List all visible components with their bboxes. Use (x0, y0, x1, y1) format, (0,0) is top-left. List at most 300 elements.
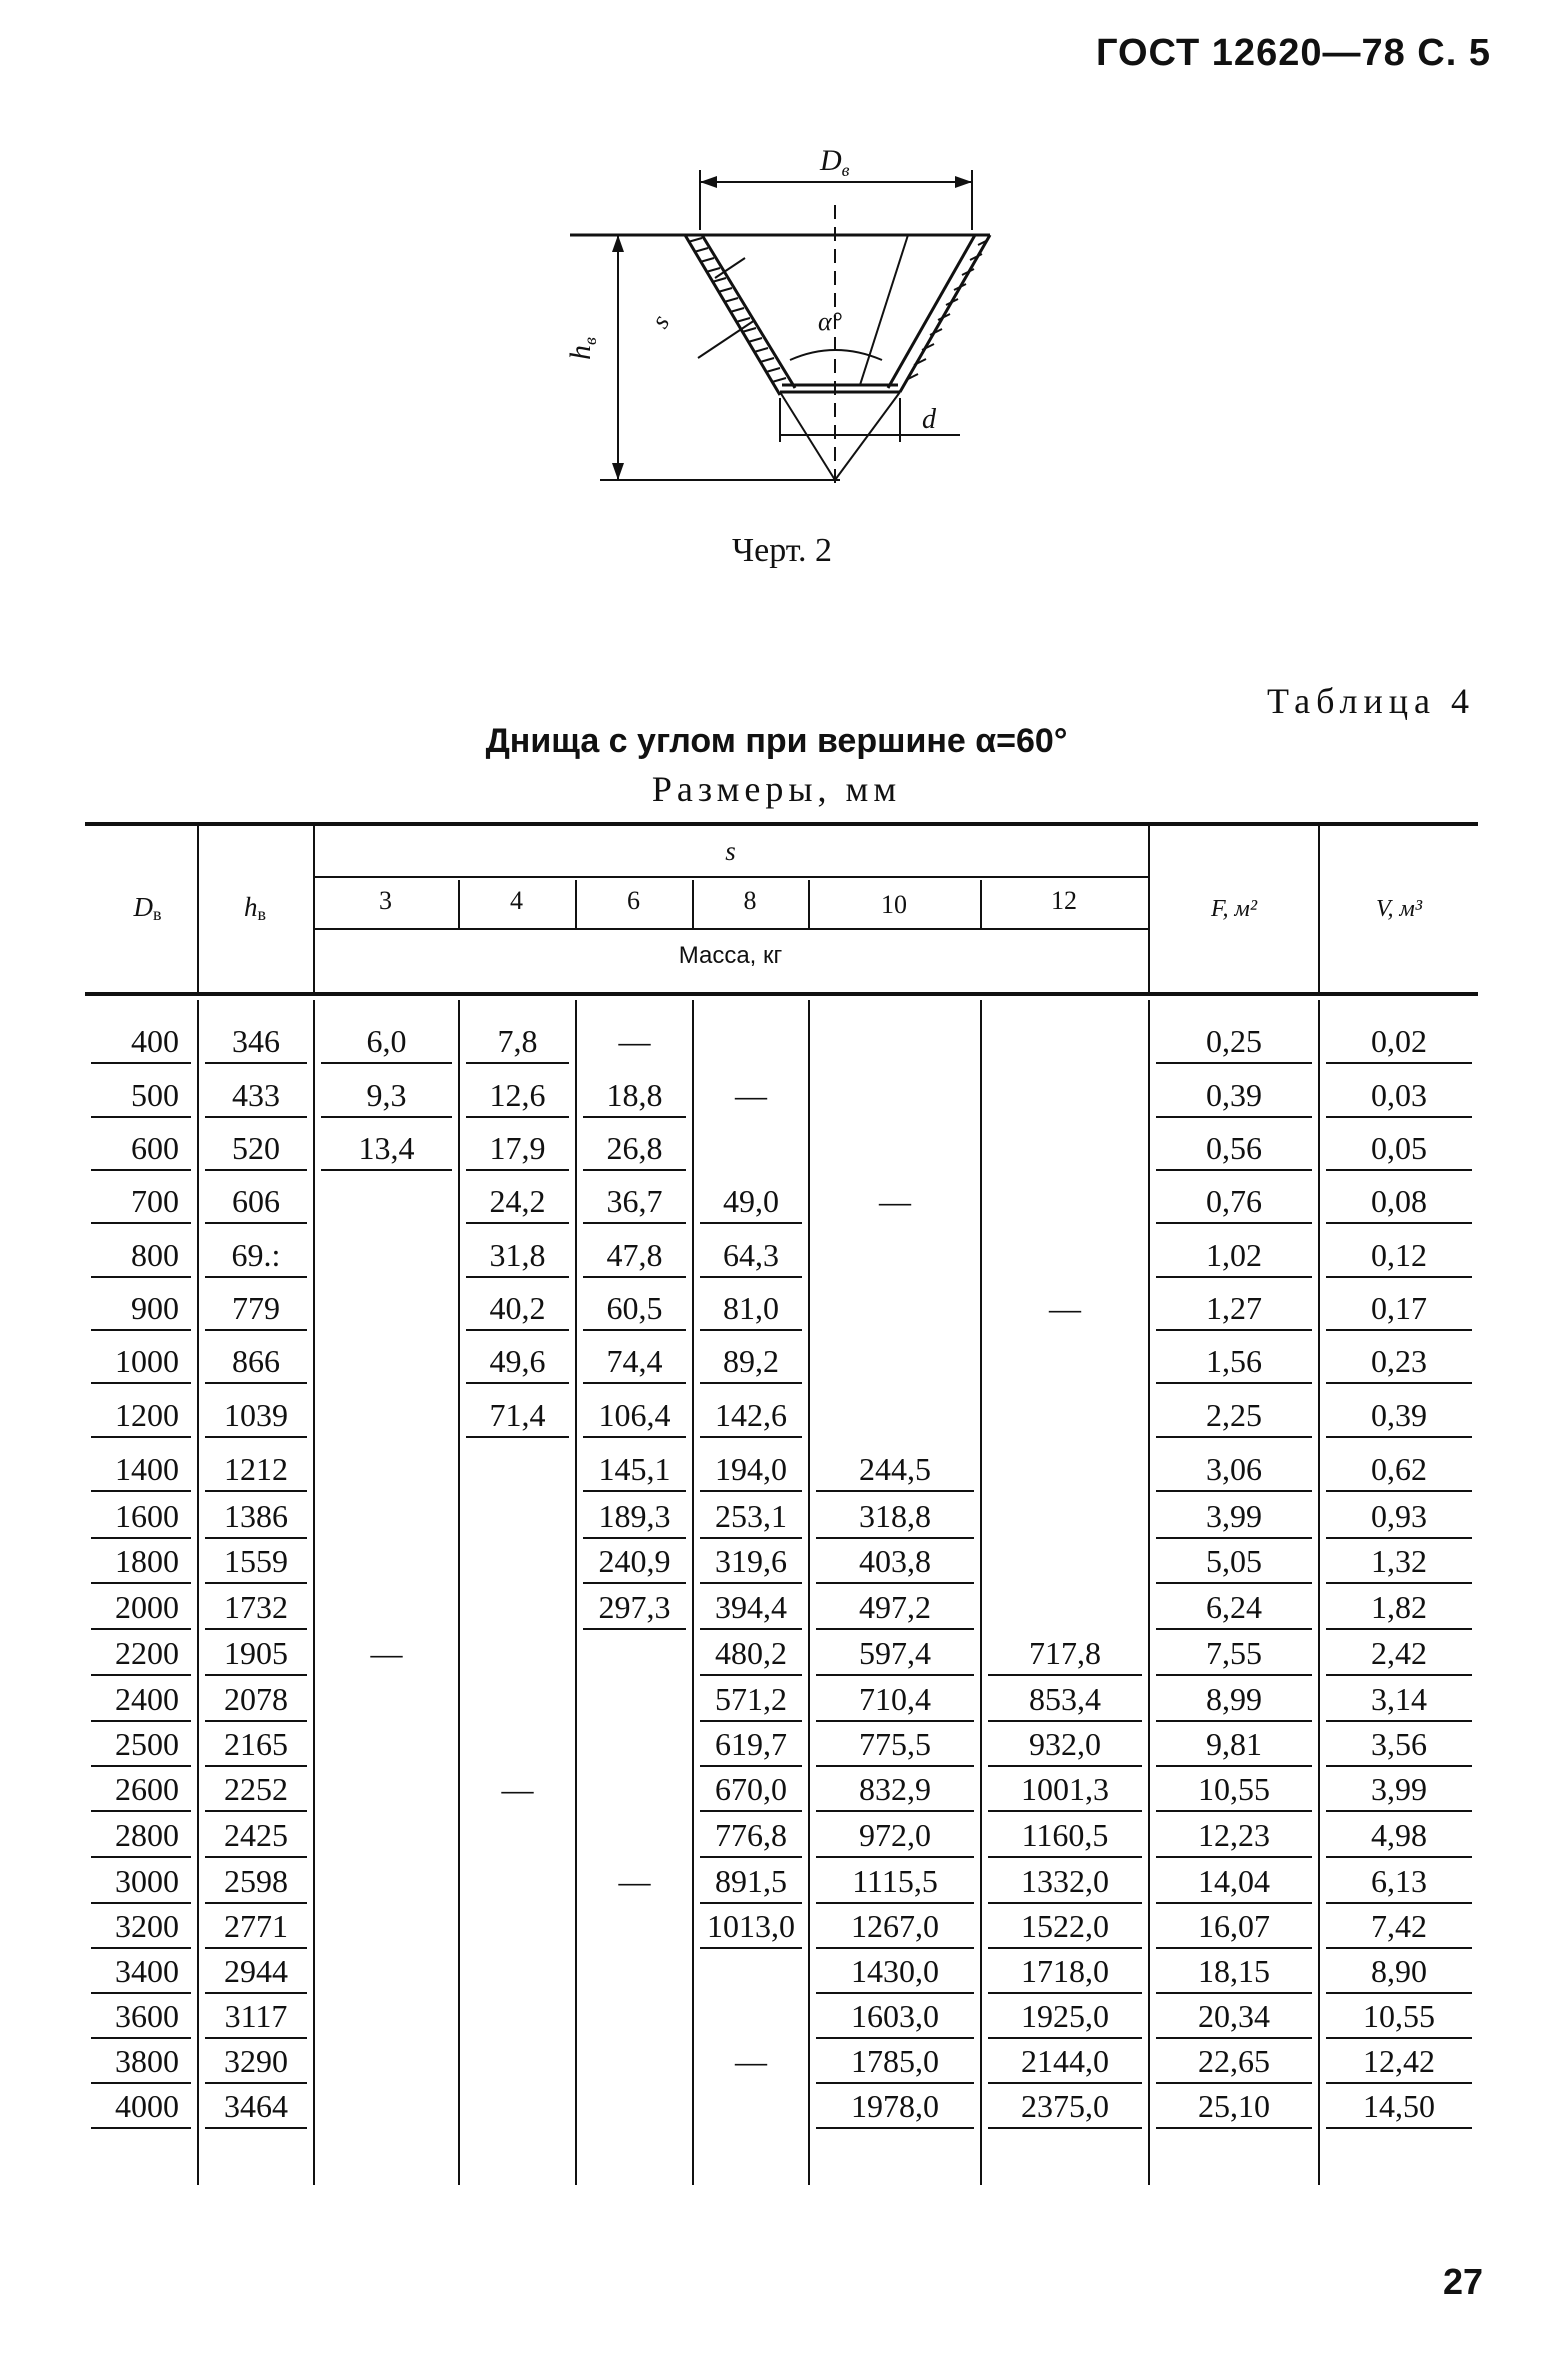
table-cell-f: 3,99 (1206, 1498, 1262, 1534)
s-value-10: 10 (881, 890, 907, 919)
cell-underline (1326, 1062, 1472, 1064)
table-cell-d: 1600 (115, 1498, 179, 1534)
table-cell-v: 1,32 (1371, 1543, 1427, 1579)
cell-underline (988, 1720, 1142, 1722)
cell-underline (1156, 1902, 1312, 1904)
cell-underline (816, 2037, 974, 2039)
table-cell-f: 16,07 (1198, 1908, 1270, 1944)
table-cell-m10: 403,8 (859, 1543, 931, 1579)
cell-underline (700, 1947, 802, 1949)
cell-underline (1326, 1810, 1472, 1812)
table-cell-m6: 74,4 (606, 1343, 663, 1379)
table-cell-f: 20,34 (1198, 1998, 1270, 2034)
cell-underline (91, 1169, 191, 1171)
table-cell-d: 3600 (115, 1998, 179, 2034)
table-cell-d: 2400 (115, 1681, 179, 1717)
cell-underline (1156, 1582, 1312, 1584)
table-cell-m12: 2375,0 (1021, 2088, 1109, 2124)
table-cell-m3: 6,0 (366, 1023, 407, 1059)
table-cell-f: 0,25 (1206, 1023, 1262, 1059)
table-cell-d: 1200 (115, 1397, 179, 1433)
table-cell-v: 3,56 (1371, 1726, 1427, 1762)
cell-underline (816, 1902, 974, 1904)
cell-underline (988, 2082, 1142, 2084)
table-cell-m6: 145,1 (598, 1451, 671, 1487)
table-cell-m6: 189,3 (598, 1498, 671, 1534)
table-cell-v: 10,55 (1363, 1998, 1435, 2034)
cell-underline (816, 1490, 974, 1492)
mass-header: Масса, кг (678, 942, 783, 969)
table-cell-m10: 597,4 (859, 1635, 931, 1671)
cell-underline (816, 1720, 974, 1722)
cell-underline (205, 1116, 307, 1118)
cell-underline (91, 1329, 191, 1331)
table-cell-h: 2165 (224, 1726, 288, 1762)
cell-underline (988, 1765, 1142, 1767)
table-cell-h: 1905 (224, 1635, 288, 1671)
cell-underline (1156, 1062, 1312, 1064)
cell-underline (205, 1582, 307, 1584)
table-cell-m12: 1160,5 (1021, 1817, 1109, 1853)
cell-underline (583, 1382, 686, 1384)
body-divider (313, 1000, 315, 2185)
table-cell-h: 1732 (224, 1589, 288, 1625)
cell-underline (91, 1062, 191, 1064)
table-cell-d: 1000 (115, 1343, 179, 1379)
table-cell-m8: 1013,0 (707, 1908, 795, 1944)
table-cell-m10: 1978,0 (851, 2088, 939, 2124)
table-cell-d: 2200 (115, 1635, 179, 1671)
cell-underline (816, 1765, 974, 1767)
cell-underline (91, 1856, 191, 1858)
table-cell-m4: 49,6 (489, 1343, 546, 1379)
cell-underline (205, 1628, 307, 1630)
cell-underline (205, 1674, 307, 1676)
cell-underline (91, 1436, 191, 1438)
cell-underline (816, 1628, 974, 1630)
table-cell-d: 700 (131, 1183, 179, 1219)
cell-underline (1156, 1222, 1312, 1224)
table-cell-f: 10,55 (1198, 1771, 1270, 1807)
cell-underline (816, 2082, 974, 2084)
cell-underline (816, 1856, 974, 1858)
cell-underline (1326, 1902, 1472, 1904)
table-cell-m8: — (735, 2043, 767, 2079)
cell-underline (1156, 1276, 1312, 1278)
table-cell-v: 4,98 (1371, 1817, 1427, 1853)
table-cell-m8: — (735, 1077, 767, 1113)
cell-underline (205, 1436, 307, 1438)
table-cell-m6: 60,5 (606, 1290, 663, 1326)
table-cell-f: 18,15 (1198, 1953, 1270, 1989)
cell-underline (1156, 2082, 1312, 2084)
table-cell-m8: 891,5 (715, 1863, 787, 1899)
cell-underline (1326, 1582, 1472, 1584)
s-value-12: 12 (1051, 886, 1077, 915)
cell-underline (816, 2127, 974, 2129)
table-cell-m10: 1785,0 (851, 2043, 939, 2079)
table-cell-m12: 717,8 (1029, 1635, 1101, 1671)
table-subtitle: Размеры, мм (651, 769, 902, 809)
table-cell-m8: 89,2 (723, 1343, 779, 1379)
table-cell-m4: 7,8 (497, 1023, 538, 1059)
table-cell-h: 1386 (224, 1498, 288, 1534)
table-cell-h: 520 (232, 1130, 280, 1166)
cell-underline (205, 2082, 307, 2084)
table-cell-f: 7,55 (1206, 1635, 1262, 1671)
thickness-label: s (645, 309, 676, 333)
cell-underline (205, 1382, 307, 1384)
table-cell-h: 1559 (224, 1543, 288, 1579)
cell-underline (583, 1628, 686, 1630)
cell-underline (91, 2082, 191, 2084)
table-cell-v: 14,50 (1363, 2088, 1435, 2124)
cell-underline (321, 1116, 452, 1118)
table-cell-h: 1212 (224, 1451, 288, 1487)
cell-underline (1326, 1856, 1472, 1858)
table-cell-m4: 17,9 (489, 1130, 546, 1166)
table-cell-m10: 1115,5 (852, 1863, 938, 1899)
cell-underline (583, 1490, 686, 1492)
cell-underline (1156, 1169, 1312, 1171)
cell-underline (1326, 1765, 1472, 1767)
cell-underline (700, 1222, 802, 1224)
cell-underline (321, 1169, 452, 1171)
cell-underline (91, 1992, 191, 1994)
cone-bottom-drawing (564, 130, 1020, 520)
table-cell-f: 1,27 (1206, 1290, 1262, 1326)
table-cell-m8: 480,2 (715, 1635, 787, 1671)
table-cell-m4: 31,8 (489, 1237, 546, 1273)
cell-underline (1326, 1628, 1472, 1630)
cell-underline (1326, 1382, 1472, 1384)
cell-underline (1326, 1276, 1472, 1278)
table-cell-m6: 18,8 (606, 1077, 663, 1113)
cell-underline (700, 1382, 802, 1384)
table-cell-d: 3200 (115, 1908, 179, 1944)
table-cell-v: 6,13 (1371, 1863, 1427, 1899)
cell-underline (583, 1169, 686, 1171)
cell-underline (700, 1720, 802, 1722)
table-cell-m6: 297,3 (598, 1589, 671, 1625)
table-cell-d: 1400 (115, 1451, 179, 1487)
cell-underline (1326, 1116, 1472, 1118)
cell-underline (988, 1856, 1142, 1858)
header-bottom-rule (85, 992, 1478, 996)
cell-underline (91, 2037, 191, 2039)
cell-underline (1326, 1720, 1472, 1722)
s-value-6: 6 (627, 886, 640, 915)
table-cell-m6: — (618, 1863, 651, 1899)
table-cell-v: 0,05 (1371, 1130, 1427, 1166)
cell-underline (205, 1947, 307, 1949)
table-cell-d: 500 (131, 1077, 179, 1113)
table-cell-f: 8,99 (1206, 1681, 1262, 1717)
cell-underline (205, 1810, 307, 1812)
table-cell-m10: 318,8 (859, 1498, 931, 1534)
cell-underline (91, 1628, 191, 1630)
table-cell-h: 346 (232, 1023, 280, 1059)
table-cell-m8: 194,0 (715, 1451, 787, 1487)
table-cell-v: 3,14 (1371, 1681, 1427, 1717)
table-cell-m10: 497,2 (859, 1589, 931, 1625)
standard-header: ГОСТ 12620—78 С. 5 (1095, 32, 1491, 74)
cell-underline (205, 1490, 307, 1492)
cell-underline (1326, 1169, 1472, 1171)
table-cell-d: 400 (131, 1023, 179, 1059)
table-cell-d: 800 (131, 1237, 179, 1273)
table-cell-v: 0,02 (1371, 1023, 1427, 1059)
table-cell-m12: 932,0 (1029, 1726, 1101, 1762)
cell-underline (700, 1276, 802, 1278)
cell-underline (700, 1329, 802, 1331)
cell-underline (91, 1582, 191, 1584)
table-title: Днища с углом при вершине α=60° (485, 722, 1068, 760)
table-cell-m6: 26,8 (606, 1130, 663, 1166)
cell-underline (205, 2037, 307, 2039)
cell-underline (1156, 2037, 1312, 2039)
cell-underline (700, 1902, 802, 1904)
cell-underline (205, 1992, 307, 1994)
table-cell-m6: 106,4 (598, 1397, 671, 1433)
cell-underline (988, 1810, 1142, 1812)
cell-underline (1156, 1856, 1312, 1858)
cell-underline (700, 1490, 802, 1492)
table-cell-h: 3117 (224, 1998, 288, 2034)
cell-underline (1156, 1992, 1312, 1994)
cell-underline (583, 1116, 686, 1118)
cell-underline (1156, 1537, 1312, 1539)
height-label: $h_в$ (564, 337, 600, 360)
table-cell-m4: — (501, 1771, 534, 1807)
cell-underline (91, 1382, 191, 1384)
cell-underline (583, 1222, 686, 1224)
table-cell-h: 779 (232, 1290, 280, 1326)
table-cell-m10: 1603,0 (851, 1998, 939, 2034)
table-cell-v: 0,93 (1371, 1498, 1427, 1534)
cell-underline (700, 1582, 802, 1584)
table-cell-m8: 64,3 (723, 1237, 779, 1273)
table-cell-v: 12,42 (1363, 2043, 1435, 2079)
col-header-d: $D_в$ (133, 892, 162, 924)
table-cell-d: 600 (131, 1130, 179, 1166)
header-divider (313, 928, 1148, 930)
cell-underline (1326, 1674, 1472, 1676)
table-cell-m8: 394,4 (715, 1589, 787, 1625)
table-cell-m8: 253,1 (715, 1498, 787, 1534)
table-cell-f: 3,06 (1206, 1451, 1262, 1487)
table-cell-h: 69.: (231, 1237, 281, 1273)
table-cell-v: 0,39 (1371, 1397, 1427, 1433)
cell-underline (988, 1674, 1142, 1676)
table-cell-m12: — (1049, 1290, 1081, 1326)
cell-underline (700, 1436, 802, 1438)
figure-caption: Черт. 2 (732, 532, 833, 569)
table-cell-m12: 1718,0 (1021, 1953, 1109, 1989)
table-cell-f: 2,25 (1206, 1397, 1262, 1433)
cell-underline (1326, 2127, 1472, 2129)
s-value-4: 4 (510, 886, 523, 915)
cell-underline (205, 1537, 307, 1539)
table-cell-f: 22,65 (1198, 2043, 1270, 2079)
table-cell-v: 0,03 (1371, 1077, 1427, 1113)
table-cell-v: 0,08 (1371, 1183, 1427, 1219)
table-cell-v: 7,42 (1371, 1908, 1427, 1944)
cell-underline (988, 1902, 1142, 1904)
table-cell-f: 14,04 (1198, 1863, 1270, 1899)
cell-underline (91, 1810, 191, 1812)
cell-underline (466, 1062, 569, 1064)
table-cell-m4: 40,2 (489, 1290, 546, 1326)
table-cell-f: 1,02 (1206, 1237, 1262, 1273)
cell-underline (205, 1902, 307, 1904)
table-cell-d: 2000 (115, 1589, 179, 1625)
cell-underline (988, 1947, 1142, 1949)
table-cell-m8: 142,6 (715, 1397, 787, 1433)
table-cell-m10: 775,5 (859, 1726, 931, 1762)
cell-underline (205, 1276, 307, 1278)
col-header-h: $h_в$ (244, 892, 266, 924)
cell-underline (700, 1765, 802, 1767)
cell-underline (91, 1765, 191, 1767)
table-cell-d: 2800 (115, 1817, 179, 1853)
body-divider (458, 1000, 460, 2185)
cell-underline (1156, 1436, 1312, 1438)
table-cell-m8: 49,0 (723, 1183, 779, 1219)
table-cell-m12: 1001,3 (1021, 1771, 1109, 1807)
table-cell-m8: 776,8 (715, 1817, 787, 1853)
cell-underline (91, 1537, 191, 1539)
cell-underline (1156, 1674, 1312, 1676)
table-cell-m10: — (879, 1183, 911, 1219)
cell-underline (1326, 1436, 1472, 1438)
table-number: Таблица 4 (1267, 681, 1475, 721)
table-cell-d: 3000 (115, 1863, 179, 1899)
d-label: d (922, 404, 936, 435)
cell-underline (466, 1222, 569, 1224)
table-cell-h: 866 (232, 1343, 280, 1379)
cell-underline (466, 1382, 569, 1384)
cell-underline (988, 2127, 1142, 2129)
table-cell-m8: 571,2 (715, 1681, 787, 1717)
cell-underline (91, 1674, 191, 1676)
table-cell-m8: 619,7 (715, 1726, 787, 1762)
table-cell-h: 2944 (224, 1953, 288, 1989)
cell-underline (205, 1329, 307, 1331)
cell-underline (466, 1116, 569, 1118)
cell-underline (700, 1674, 802, 1676)
table-cell-m6: — (618, 1023, 651, 1059)
table-cell-m12: 1332,0 (1021, 1863, 1109, 1899)
table-cell-h: 606 (232, 1183, 280, 1219)
table-cell-f: 0,76 (1206, 1183, 1262, 1219)
table-cell-v: 0,62 (1371, 1451, 1427, 1487)
table-cell-m3: 13,4 (358, 1130, 415, 1166)
cell-underline (466, 1169, 569, 1171)
cell-underline (583, 1537, 686, 1539)
cell-underline (816, 1674, 974, 1676)
cell-underline (1326, 1992, 1472, 1994)
cell-underline (1156, 1720, 1312, 1722)
cell-underline (1156, 1116, 1312, 1118)
table-cell-m4: 71,4 (489, 1397, 546, 1433)
table-cell-m8: 81,0 (723, 1290, 779, 1326)
page-number: 27 (1442, 2261, 1483, 2302)
table-cell-v: 2,42 (1371, 1635, 1427, 1671)
table-cell-h: 2771 (224, 1908, 288, 1944)
table-cell-m10: 710,4 (859, 1681, 931, 1717)
table-cell-f: 6,24 (1206, 1589, 1262, 1625)
table-cell-f: 5,05 (1206, 1543, 1262, 1579)
cell-underline (700, 1856, 802, 1858)
cell-underline (205, 1856, 307, 1858)
cell-underline (205, 1222, 307, 1224)
table-cell-m10: 1430,0 (851, 1953, 939, 1989)
cell-underline (1326, 2037, 1472, 2039)
table-cell-v: 0,17 (1371, 1290, 1427, 1326)
table-cell-m6: 47,8 (606, 1237, 663, 1273)
diameter-label: $D_в$ (820, 144, 850, 180)
cell-underline (1156, 1382, 1312, 1384)
cell-underline (205, 1765, 307, 1767)
cell-underline (988, 2037, 1142, 2039)
cell-underline (583, 1582, 686, 1584)
table-cell-m10: 244,5 (859, 1451, 931, 1487)
cell-underline (205, 1062, 307, 1064)
table-cell-f: 12,23 (1198, 1817, 1270, 1853)
table-cell-f: 9,81 (1206, 1726, 1262, 1762)
table-cell-m4: 24,2 (489, 1183, 546, 1219)
table-cell-m12: 1925,0 (1021, 1998, 1109, 2034)
table-cell-m12: 1522,0 (1021, 1908, 1109, 1944)
cell-underline (700, 1537, 802, 1539)
cell-underline (1326, 1947, 1472, 1949)
col-header-f: F, м² (1210, 896, 1258, 922)
cell-underline (583, 1276, 686, 1278)
table-top-rule (85, 822, 1478, 826)
table-cell-v: 1,82 (1371, 1589, 1427, 1625)
cell-underline (91, 1490, 191, 1492)
table-cell-f: 25,10 (1198, 2088, 1270, 2124)
table-cell-d: 2600 (115, 1771, 179, 1807)
cell-underline (1156, 1490, 1312, 1492)
table-cell-d: 3800 (115, 2043, 179, 2079)
table-cell-m10: 832,9 (859, 1771, 931, 1807)
cell-underline (91, 1116, 191, 1118)
cell-underline (205, 1169, 307, 1171)
table-cell-v: 0,12 (1371, 1237, 1427, 1273)
cell-underline (1326, 1490, 1472, 1492)
table-cell-d: 1800 (115, 1543, 179, 1579)
table-cell-f: 1,56 (1206, 1343, 1262, 1379)
table-cell-d: 2500 (115, 1726, 179, 1762)
table-cell-h: 2425 (224, 1817, 288, 1853)
cell-underline (1326, 2082, 1472, 2084)
cell-underline (91, 1902, 191, 1904)
cell-underline (1156, 1329, 1312, 1331)
table-cell-m6: 240,9 (598, 1543, 671, 1579)
cell-underline (466, 1329, 569, 1331)
s-value-8: 8 (743, 886, 757, 915)
cell-underline (816, 1810, 974, 1812)
table-cell-f: 0,56 (1206, 1130, 1262, 1166)
table-cell-h: 1039 (224, 1397, 288, 1433)
table-cell-h: 2598 (224, 1863, 288, 1899)
cell-underline (91, 2127, 191, 2129)
table-cell-d: 900 (131, 1290, 179, 1326)
cell-underline (816, 1582, 974, 1584)
cell-underline (700, 1810, 802, 1812)
